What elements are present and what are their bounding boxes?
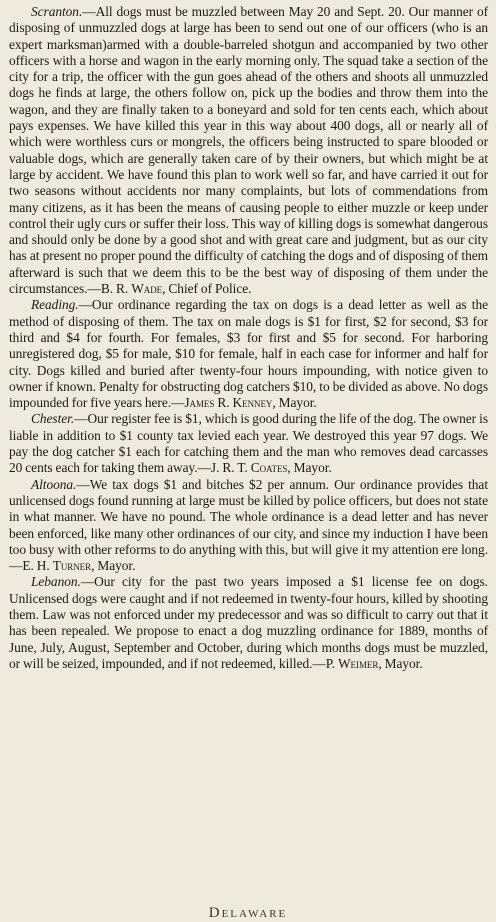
signer-name: Weimer	[337, 655, 379, 671]
signer-name: Wade	[131, 281, 163, 297]
city-name: Altoona.	[31, 476, 77, 492]
chester-paragraph	[9, 411, 488, 476]
signer-title: , Mayor.	[287, 460, 332, 476]
city-name: Lebanon.	[31, 574, 81, 590]
signer-name: Turner	[52, 558, 92, 574]
signer-title: , Mayor.	[272, 395, 317, 411]
paragraph-body: —Our register fee is $1, which is good during the life of the dog. The owner is liable in addition to $1 county tax levied each year. We destroyed this year 97 dogs. We pay the dog catcher $1 each for catching them and the man who removes dead carcasses 20 cents each for taking them away.—	[9, 411, 488, 476]
scranton-paragraph	[9, 4, 488, 297]
signer-name: J. R. T. Coates	[210, 460, 288, 476]
city-name: Chester.	[31, 411, 75, 427]
city-name: Scranton.	[31, 4, 83, 19]
paragraph-body: —Our city for the past two years imposed a $1 license fee on dogs. Unlicensed dogs were caught and if not redeemed in twenty-four hours, killed by shooting them. Law was not enforced under my predecessor and was so difficult to carry out that it has been repealed. We propose to enact a dog muzzling ordinance for 1889, months of June, July, August, September and October, during which months dogs must be muzzled, or will be seized, impounded, and if not redeemed, killed.—P.	[9, 574, 488, 671]
signer-title: , Mayor.	[91, 558, 136, 574]
signer-title: , Mayor.	[378, 655, 423, 671]
paragraph-body: —All dogs must be muzzled between May 20 and Sept. 20. Our manner of disposing of unmuzzled dogs at large has been to send out one of our officers (who is an expert marksman)armed with a double-barreled shotgun and accompanied by two other officers with a horse and wagon in the early morning only. The squad take a section of the city for a trip, the officer with the gun goes ahead of the others and shoots all unmuzzled dogs he finds at large, the others follow on, pick up the bodies and throw them into the wagon, and they are finally taken to a boneyard and sold for ten cents each, which about pays expenses. We have killed this year in this way about 400 dogs, all or nearly all of which were worthless curs or mongrels, the officers being instructed to spare blooded or valuable dogs, which are generally taken care of by their owners, but which might be at large by accident. We have found this plan to work well so far, and have carried it out for two seasons without accidents nor many complaints, but lots of commendations from many citizens, as it has been the means of causing people to either muzzle or keep under control their ugly curs or suffer their loss. This way of killing dogs is somewhat dangerous and should only be done by a good shot and with great care and judgment, but as our city has at present no proper pound the difficulty of catching the dogs and of disposing of them afterward is such that we deem this to be the best way of disposing of them under the circumstances.—B. R.	[9, 4, 488, 297]
signer-title: , Chief of Police.	[162, 281, 252, 297]
city-name: Reading.	[31, 297, 79, 313]
paragraph-body: —We tax dogs $1 and bitches $2 per annum. Our ordinance provides that unlicensed dogs found running at large must be killed by police officers, but does not state in what manner. We have no pound. The whole ordinance is a dead letter and has never been enforced, like many other ordinances of our city, and since my induction I have been too busy with other reforms to do anything with this, but will give it my attention ere long.—E. H.	[9, 476, 488, 574]
altoona-paragraph	[9, 477, 488, 575]
reading-paragraph	[9, 297, 488, 411]
next-section-heading: Delaware	[208, 905, 288, 921]
signer-name: James R. Kenney	[184, 395, 273, 411]
paragraph-body: —Our ordinance regarding the tax on dogs is a dead letter as well as the method of disposing of them. The tax on male dogs is $1 for first, $2 for second, $3 for third and $4 for fourth. For females, $3 for first and $5 for second. For harboring unregistered dog, $5 for male, $10 for female, half in each case for informer and half for city. Dogs killed and buried after twenty-four hours impounding, with notice given to owner if known. Penalty for obstructing dog catchers $10, to be divided as above. No dogs impounded for five years here.—	[9, 297, 488, 411]
lebanon-paragraph	[9, 574, 488, 672]
